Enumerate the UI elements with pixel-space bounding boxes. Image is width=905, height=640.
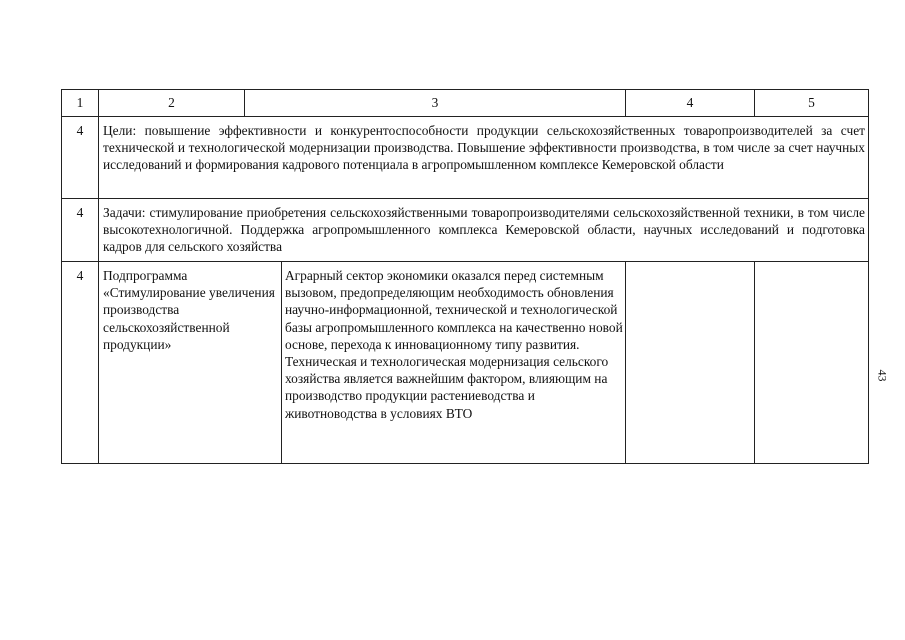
header-col-5: 5 (808, 95, 815, 110)
goals-text: Цели: повышение эффективности и конкурентоспособности продукции сельскохозяйственных товаропроизводителей за счет технической и технологической модернизации производства. Повышение эффективности производства, в том числе за счет научных исследований и формирования кадрового потенциала в агропромышленном комплексе Кемеровской области (103, 123, 865, 173)
header-col-3: 3 (431, 95, 439, 110)
row-number: 4 (76, 268, 84, 283)
tasks-text: Задачи: стимулирование приобретения сельскохозяйственными товаропроизводителями сельскохозяйственной техники, в том числе высокотехнологичной. Поддержка агропромышленного комплекса Кемеровской области, научных исследований и подготовка кадров для сельского хозяйства (103, 205, 865, 255)
row-number: 4 (76, 205, 84, 220)
subprogram-description: Аграрный сектор экономики оказался перед системным вызовом, предопределяющим необходимость обновления научно-информационной, технической и технологической базы агропромышленного комплекса на качественно новой основе, перехода к инновационному типу развития. Техническая и технологическая модернизация сельского хозяйства является важнейшим фактором, влияющим на производство продукции растениеводства и животноводства в условиях ВТО (285, 268, 623, 421)
row-number: 4 (76, 123, 84, 138)
subprogram-title: Подпрограмма «Стимулирование увеличения производства сельскохозяйственной продукции» (103, 268, 275, 352)
header-col-2: 2 (168, 95, 175, 110)
header-col-1: 1 (76, 95, 84, 110)
header-col-4: 4 (686, 95, 694, 110)
page-number: 43 (875, 369, 890, 382)
